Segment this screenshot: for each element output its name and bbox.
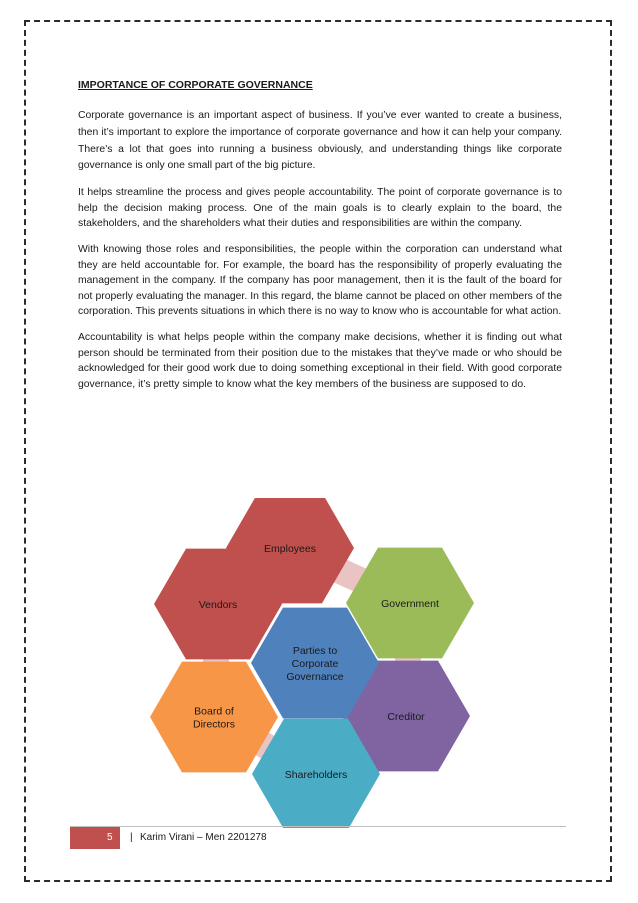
paragraph-1: Corporate governance is an important aspect of business. If you’ve ever wanted to create a business, then it’s important to explore the importance of corporate governance and how it can help your company. There’s a lot that goes into running a business obviously, and understanding things like corporate governance is only one small part of the big picture.	[78, 110, 562, 172]
hexagon-center-parties-label: Governance	[286, 671, 344, 683]
paragraph-3: With knowing those roles and responsibilities, the people within the corporation can understand what they are held accountable for. For example, the board has the responsibility of properly evaluating the management in the company. If the company has poor management, then it is the fault of the board for not properly evaluating the manager. In this regard, the blame cannot be placed on other members of the corporation. This prevents situations in which there is no way to know who is accountable for what action.	[78, 243, 562, 318]
footer-author: Karim Virani – Men 2201278	[140, 832, 267, 843]
hexagon-employees-label: Employees	[264, 543, 316, 555]
paragraph-2: It helps streamline the process and gives people accountability. The point of corporate governance is to help the decision making process. One of the main goals is to clearly explain to the board, the stakeholders, and the shareholders what their duties and responsibilities are within the company.	[78, 187, 562, 230]
hexagon-board-of-directors-label: Board of	[194, 705, 234, 718]
hexagon-board-of-directors-label: Directors	[192, 718, 236, 731]
page-footer	[70, 826, 566, 850]
page-number: 5	[107, 832, 113, 843]
hexagon-creditor-label: Creditor	[387, 711, 425, 723]
section-heading: IMPORTANCE OF CORPORATE GOVERNANCE	[78, 79, 313, 91]
hexagon-government-label: Government	[381, 598, 439, 610]
hexagon-center-parties-label: Corporate	[291, 658, 339, 670]
hexagon-center-parties-label: Parties to	[292, 645, 338, 657]
document-body	[78, 78, 562, 402]
paragraph-4: Accountability is what helps people within the company make decisions, whether it is finding out what person should be terminated from their position due to the mistakes that they’ve made or who should be acknowledged for their good work due to doing something exceptional in their field. With good corporate governance, it’s pretty simple to know what the key members of the business are supposed to do.	[78, 331, 562, 390]
hexagon-shareholders-label: Shareholders	[284, 769, 348, 781]
governance-hexagon-diagram	[150, 498, 480, 828]
footer-separator: |	[130, 832, 133, 843]
footer-rule	[70, 826, 566, 827]
hexagon-vendors-label: Vendors	[198, 599, 238, 611]
